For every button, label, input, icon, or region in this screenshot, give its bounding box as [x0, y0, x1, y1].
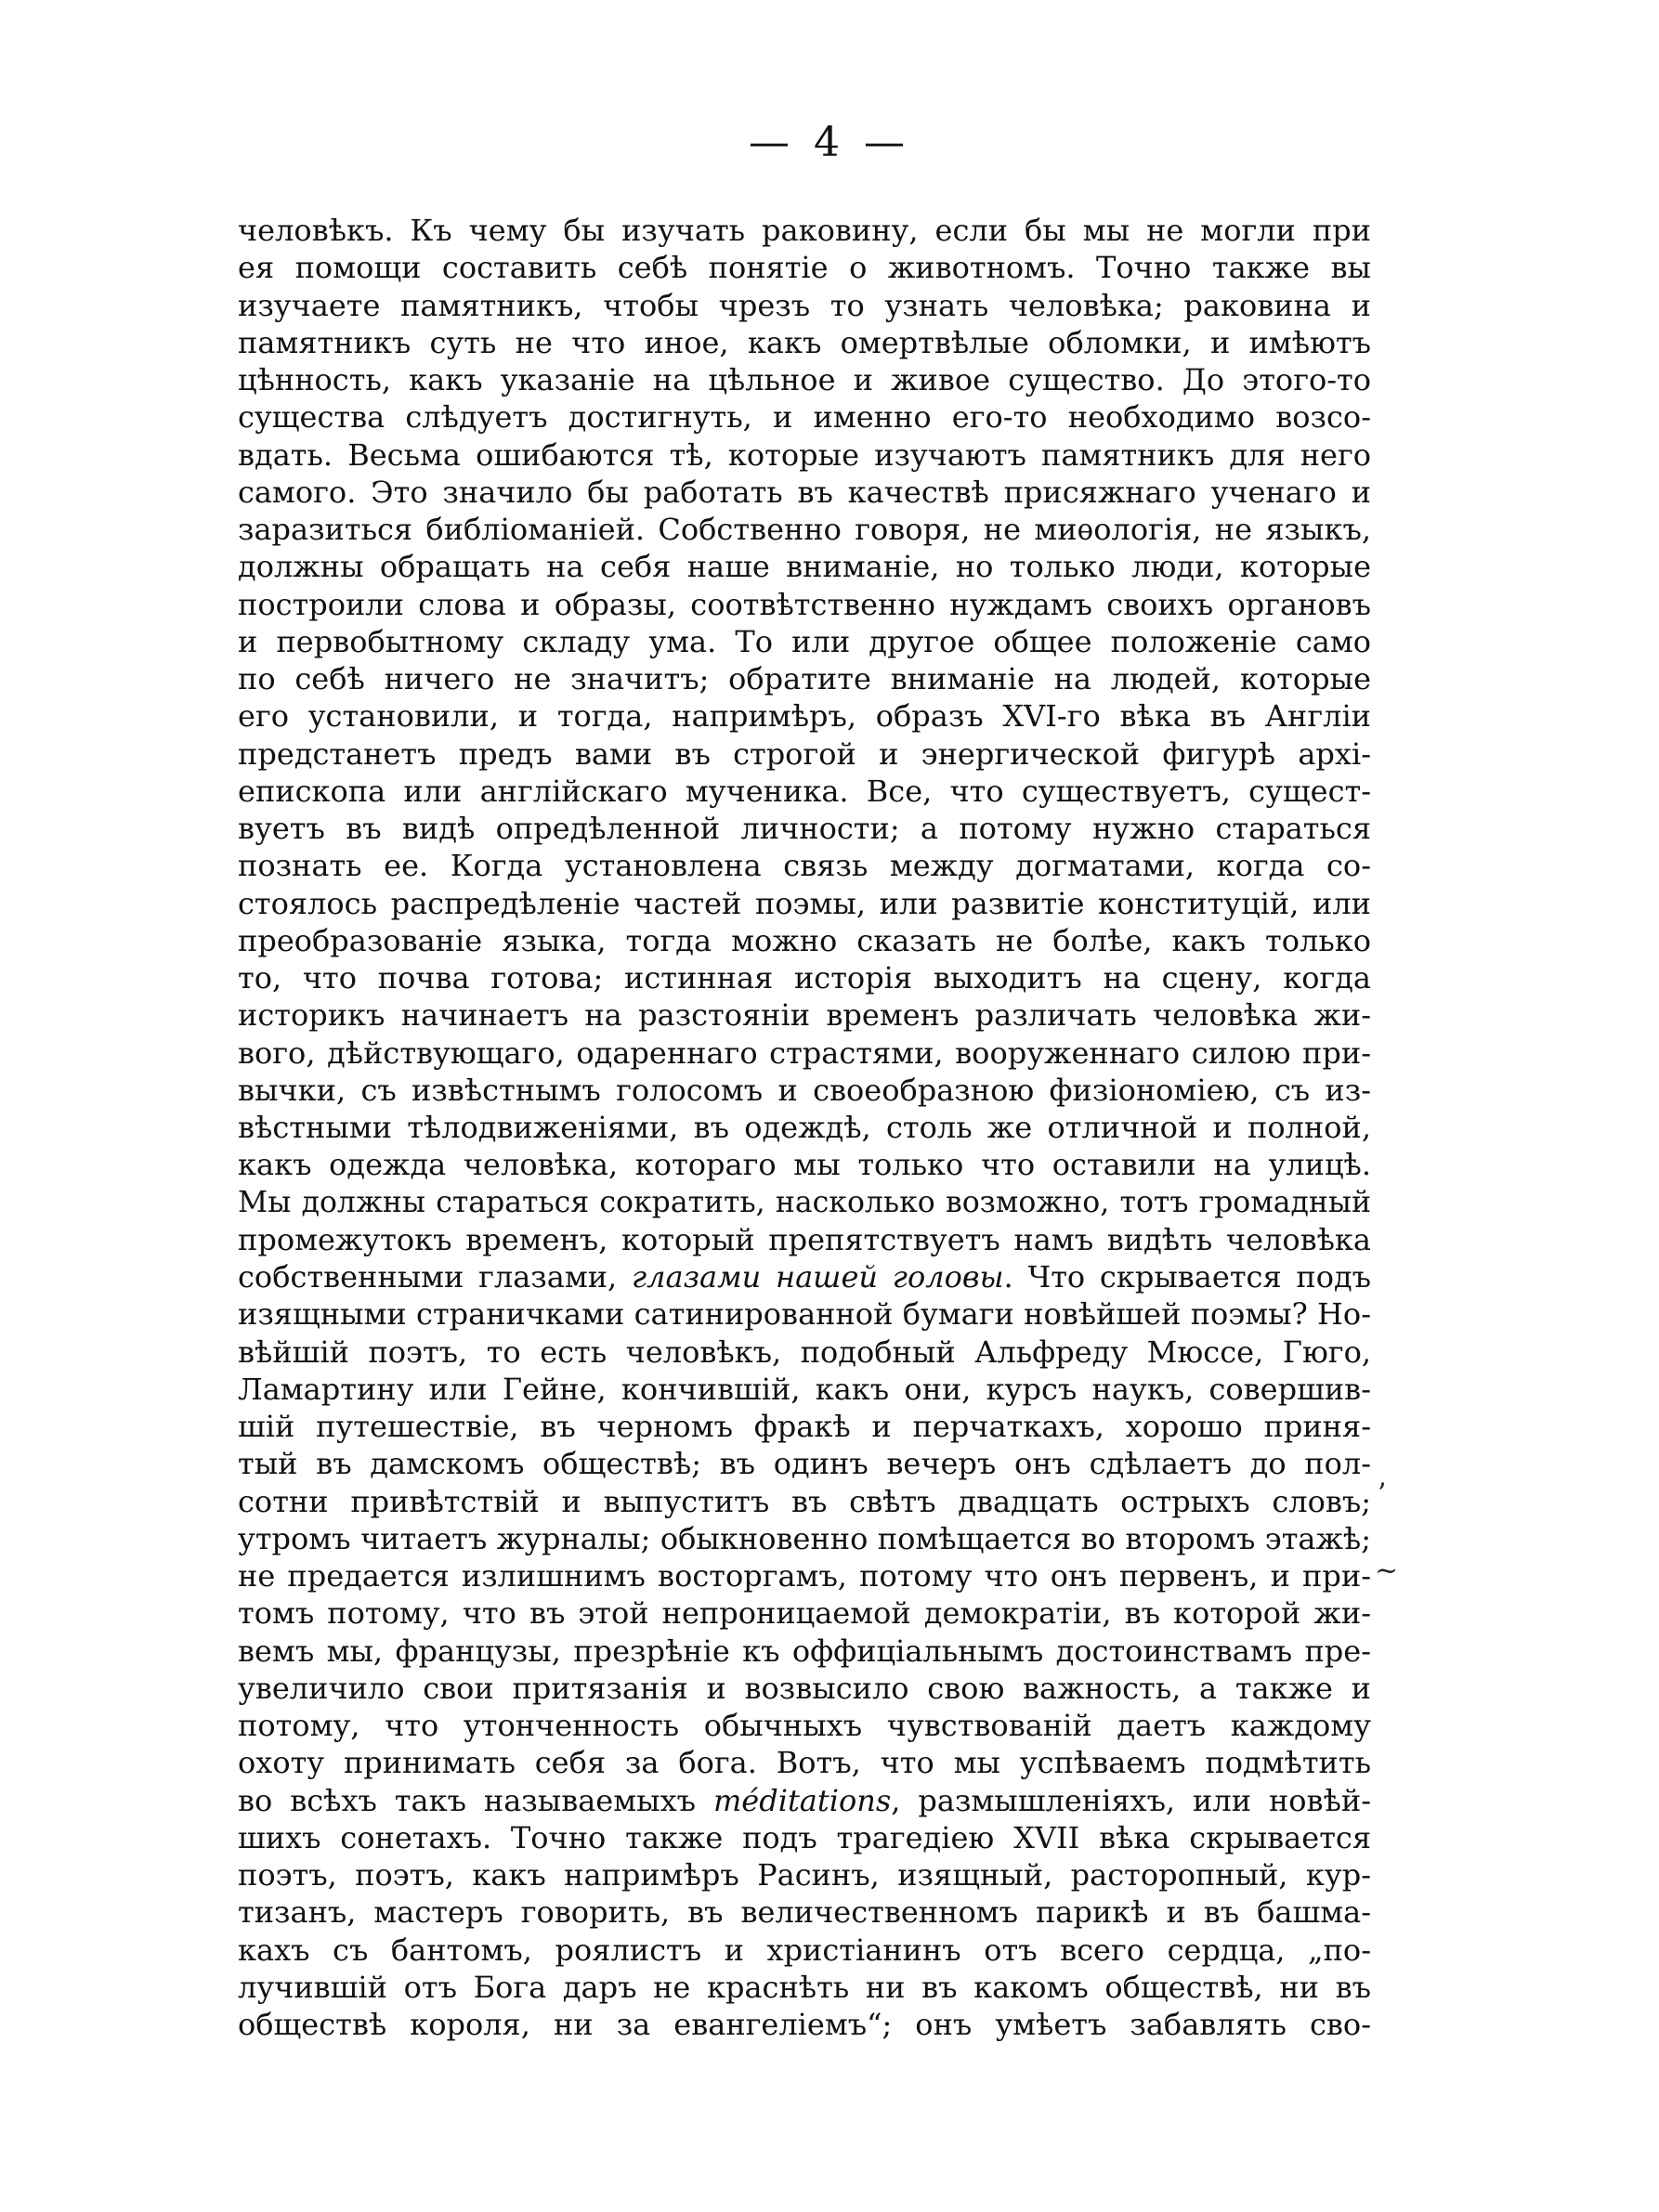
text-line: вуетъ въ видѣ опредѣленной личности; а потому нужно стараться [238, 811, 1371, 846]
text-line: кахъ съ бантомъ, роялистъ и христіанинъ отъ всего сердца, „по- [238, 1932, 1371, 1968]
text-line: шихъ сонетахъ. Точно также подъ трагедіею XVII вѣка скрывается [238, 1819, 1371, 1855]
text-line: его установили, и тогда, напримѣръ, образъ XVI-го вѣка въ Англіи [238, 698, 1371, 735]
text-line: человѣкъ. Къ чему бы изучать раковину, если бы мы не могли при [238, 213, 1371, 248]
text-line: вого, дѣйствующаго, одареннаго страстями, вооруженнаго силою при- [238, 1034, 1371, 1071]
text-line: не предается излишнимъ восторгамъ, потому что онъ первенъ, и при- [238, 1558, 1371, 1594]
text-line: познать ее. Когда установлена связь между догматами, когда со- [238, 848, 1371, 884]
text-line: по себѣ ничего не значитъ; обратите вниманіе на людей, которые [238, 661, 1371, 696]
text-line: потому, что утонченность обычныхъ чувствованій даетъ каждому [238, 1708, 1371, 1743]
margin-mark: ʼ [1377, 1478, 1386, 1511]
text-line: Мы должны стараться сократить, насколько возможно, тотъ громадный [238, 1185, 1371, 1219]
text-line: во всѣхъ такъ называемыхъ méditations, размышленіяхъ, или новѣй- [238, 1782, 1371, 1818]
text-line: то, что почва готова; истинная исторія выходитъ на сцену, когда [238, 960, 1371, 995]
text-line: какъ одежда человѣка, котораго мы только что оставили на улицѣ. [238, 1147, 1371, 1183]
text-line: промежутокъ временъ, который препятствуетъ намъ видѣть человѣка [238, 1221, 1371, 1257]
text-line: собственными глазами, глазами нашей головы. Что скрывается подъ [238, 1259, 1371, 1295]
text-line: тый въ дамскомъ обществѣ; въ одинъ вечеръ онъ сдѣлаетъ до пол- [238, 1446, 1371, 1482]
text-line: изучаете памятникъ, чтобы чрезъ то узнать человѣка; раковина и [238, 287, 1371, 323]
text-line: шій путешествіе, въ черномъ фракѣ и перчаткахъ, хорошо приня- [238, 1409, 1371, 1444]
text-line: вычки, съ извѣстнымъ голосомъ и своеобразною физіономіею, съ из- [238, 1072, 1371, 1108]
text-line: вѣстными тѣлодвиженіями, въ одеждѣ, столь же отличной и полной, [238, 1110, 1371, 1145]
text-line: заразиться библіоманіей. Собственно говоря, не миѳологія, не языкъ, [238, 512, 1371, 547]
text-line: ея помощи составить себѣ понятіе о животномъ. Точно также вы [238, 250, 1371, 286]
text-line: вемъ мы, французы, презрѣніе къ оффиціальнымъ достоинствамъ пре- [238, 1633, 1371, 1669]
text-line: обществѣ короля, ни за евангеліемъ“; онъ умѣетъ забавлять сво- [238, 2007, 1371, 2042]
text-line: и первобытному складу ума. То или другое общее положеніе само [238, 623, 1371, 659]
margin-mark: ~ [1375, 1555, 1399, 1587]
text-line: предстанетъ предъ вами въ строгой и энергической фигурѣ архі- [238, 735, 1371, 772]
text-line: историкъ начинаетъ на разстояніи временъ различать человѣка жи- [238, 997, 1371, 1034]
text-line: тизанъ, мастеръ говорить, въ величественномъ парикѣ и въ башма- [238, 1894, 1371, 1931]
text-line: увеличило свои притязанія и возвысило свою важность, а также и [238, 1670, 1371, 1706]
text-line: поэтъ, поэтъ, какъ напримѣръ Расинъ, изящный, расторопный, кур- [238, 1857, 1371, 1893]
text-line: изящными страничками сатинированной бумаги новѣйшей поэмы? Но- [238, 1296, 1371, 1333]
page-number: — 4 — [749, 119, 910, 166]
text-line: вдать. Весьма ошибаются тѣ, которые изучаютъ памятникъ для него [238, 436, 1371, 473]
text-line: памятникъ суть не что иное, какъ омертвѣлые обломки, и имѣютъ [238, 324, 1371, 360]
text-line: построили слова и образы, соотвѣтственно нуждамъ своихъ органовъ [238, 586, 1371, 622]
text-line: Ламартину или Гейне, кончившій, какъ они, курсъ наукъ, совершив- [238, 1371, 1371, 1407]
text-line: сотни привѣтствій и выпуститъ въ свѣтъ двадцать острыхъ словъ; [238, 1483, 1371, 1519]
text-line: стоялось распредѣленіе частей поэмы, или развитіе конституцій, или [238, 885, 1371, 921]
text-line: самого. Это значило бы работать въ качествѣ присяжнаго ученаго и [238, 474, 1371, 510]
text-line: вѣйшій поэтъ, то есть человѣкъ, подобный Альфреду Мюссе, Гюго, [238, 1334, 1371, 1370]
text-line: существа слѣдуетъ достигнуть, и именно его-то необходимо возсо- [238, 399, 1371, 436]
text-line: должны обращать на себя наше вниманіе, но только люди, которые [238, 549, 1371, 585]
text-line: утромъ читаетъ журналы; обыкновенно помѣщается во второмъ этажѣ; [238, 1520, 1371, 1556]
body-text [238, 212, 1371, 2043]
text-line: охоту принимать себя за бога. Вотъ, что мы успѣваемъ подмѣтить [238, 1745, 1371, 1781]
text-line: преобразованіе языка, тогда можно сказать не болѣе, какъ только [238, 922, 1371, 958]
text-line: лучившій отъ Бога даръ не краснѣть ни въ какомъ обществѣ, ни въ [238, 1969, 1371, 2005]
text-line: цѣнность, какъ указаніе на цѣльное и живое существо. До этого-то [238, 362, 1371, 397]
text-line: епископа или англійскаго мученика. Все, что существуетъ, сущест- [238, 773, 1371, 809]
text-line: томъ потому, что въ этой непроницаемой демократіи, въ которой жи- [238, 1595, 1371, 1632]
